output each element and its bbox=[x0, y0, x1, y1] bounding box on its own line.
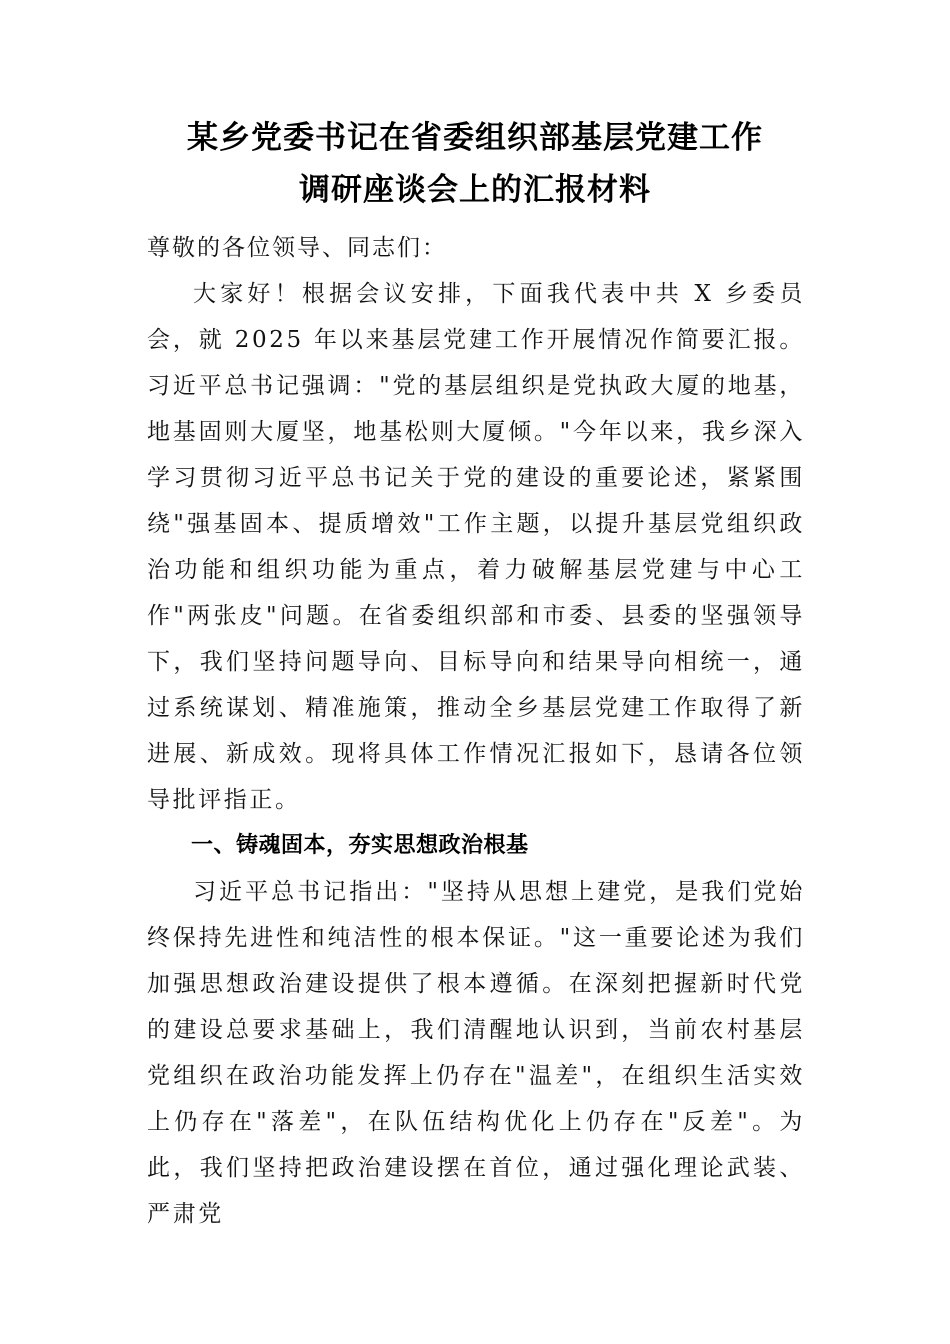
section-heading-1: 一、铸魂固本，夯实思想政治根基 bbox=[191, 833, 529, 858]
title-line-2: 调研座谈会上的汇报材料 bbox=[299, 172, 651, 208]
paragraph-opening: 大家好！根据会议安排，下面我代表中共 X 乡委员会，就 2025 年以来基层党建工作开展情况作简要汇报。习近平总书记强调："党的基层组织是党执政大厦的地基，地基固则大厦坚，地基松则大厦倾。"今年以来，我乡深入学习贯彻习近平总书记关于党的建设的重要论述，紧紧围绕"强基固本、提质增效"工作主题，以提升基层党组织政治功能和组织功能为重点，着力破解基层党建与中心工作"两张皮"问题。在省委组织部和市委、县委的坚强领导下，我们坚持问题导向、目标导向和结果导向相统一，通过系统谋划、精准施策，推动全乡基层党建工作取得了新进展、新成效。现将具体工作情况汇报如下，恳请各位领导批评指正。 bbox=[147, 281, 805, 813]
document-title bbox=[100, 112, 850, 216]
title-line-1: 某乡党委书记在省委组织部基层党建工作 bbox=[187, 120, 763, 156]
document-body bbox=[147, 225, 805, 1237]
paragraph-section-1: 习近平总书记指出："坚持从思想上建党，是我们党始终保持先进性和纯洁性的根本保证。"这一重要论述为我们加强思想政治建设提供了根本遵循。在深刻把握新时代党的建设总要求基础上，我们清醒地认识到，当前农村基层党组织在政治功能发挥上仍存在"温差"，在组织生活实效上仍存在"落差"，在队伍结构优化上仍存在"反差"。为此，我们坚持把政治建设摆在首位，通过强化理论武装、严肃党 bbox=[147, 879, 805, 1227]
salutation: 尊敬的各位领导、同志们： bbox=[147, 235, 447, 261]
